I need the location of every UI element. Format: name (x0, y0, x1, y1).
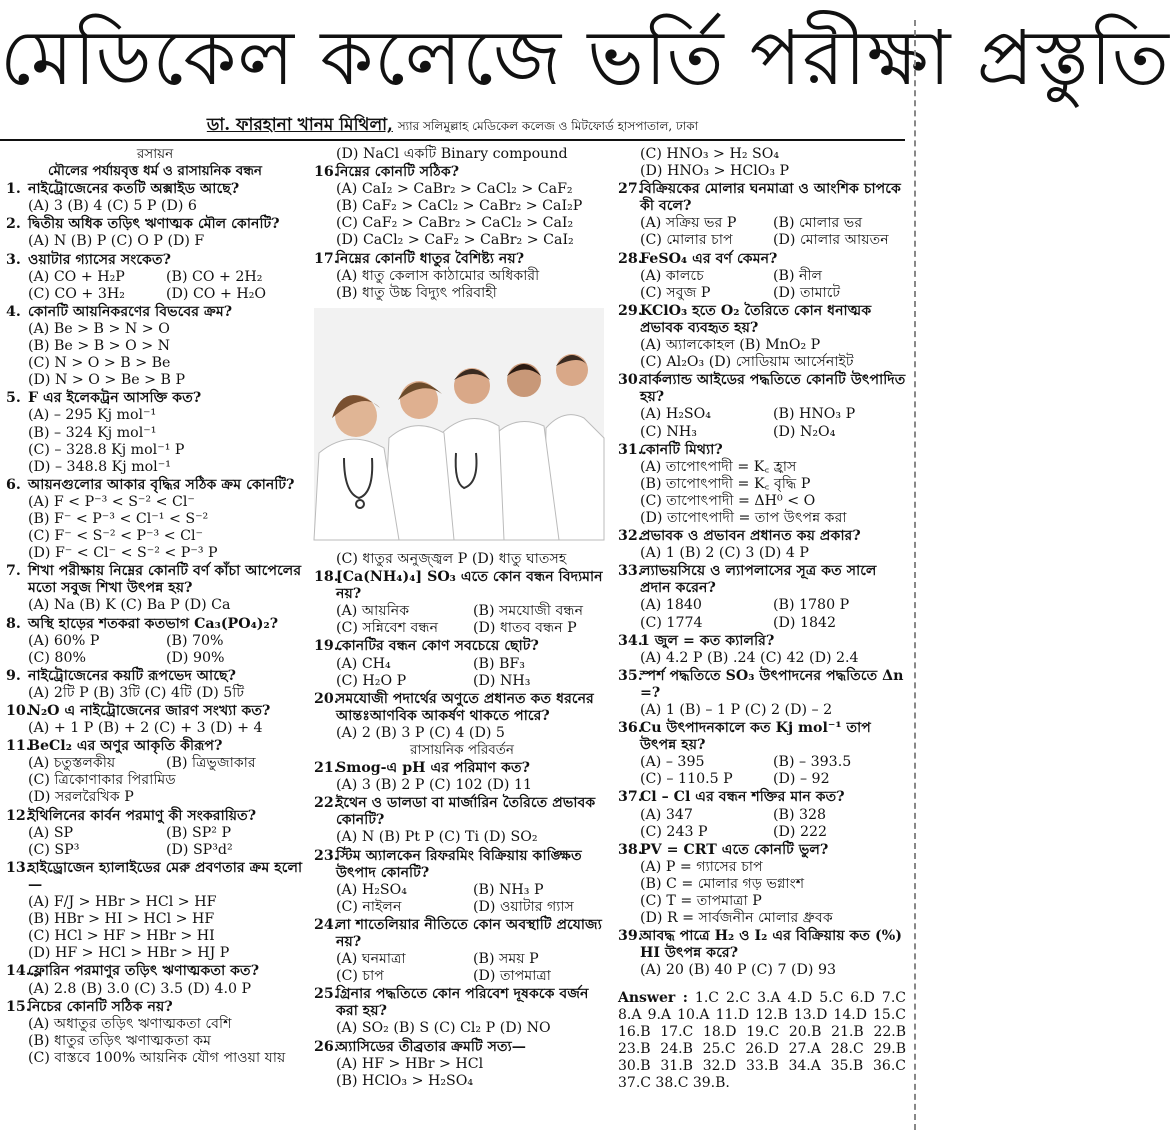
options-row (618, 285, 906, 302)
question-text: বার্কল্যান্ড আইডের পদ্ধতিতে কোনটি উৎপাদিত হয়? (640, 372, 906, 406)
option: (B) HClO₃ > H₂SO₄ (336, 1072, 474, 1089)
option: (D) HNO₃ > HClO₃ P (640, 163, 790, 180)
option: (D) N > O > Be > B P (28, 372, 186, 389)
question-text: FeSO₄ এর বর্ণ কেমন? (640, 250, 778, 267)
option: (B) 70% (166, 632, 224, 649)
option: (B) 328 (773, 806, 827, 823)
question-text: স্পর্শ পদ্ধতিতে SO₃ উৎপাদনের পদ্ধতিতে Δn =? (640, 667, 904, 701)
option: (B) – 393.5 (773, 754, 852, 771)
question-number: 15. (6, 998, 31, 1015)
option: (D) মোলার আয়তন (773, 232, 889, 249)
options: (A) N (B) Pt P (C) Ti (D) SO₂ (336, 829, 538, 846)
question-number: 6. (6, 476, 21, 493)
option: (A) 1840 (640, 597, 702, 614)
options-row (6, 286, 304, 303)
question-text: ইথেন ও ডালডা বা মার্জারিন তৈরিতে প্রভাবক কোনটি? (336, 795, 596, 829)
option: (A) H₂SO₄ (640, 406, 711, 423)
question-text: আয়নগুলোর আকার বৃদ্ধির সঠিক ক্রম কোনটি? (28, 476, 295, 493)
option: (D) F⁻ < Cl⁻ < S⁻² < P⁻³ P (28, 545, 218, 562)
options-row (314, 951, 610, 968)
option: (D) 1842 (773, 614, 837, 631)
question (618, 442, 906, 459)
options-row (6, 842, 304, 859)
options-row (618, 424, 906, 441)
option: (C) মোলার চাপ (640, 232, 733, 249)
option: (C) নাইলন (336, 898, 402, 915)
options-row (618, 754, 906, 771)
options-row (314, 968, 610, 985)
question-text: কোনটি আয়নিকরণের বিভবের ক্রম? (28, 303, 233, 320)
options-row (618, 268, 906, 285)
question (314, 795, 610, 829)
option: (B) – 324 Kj mol⁻¹ (28, 424, 157, 441)
question-number: 34. (618, 632, 643, 649)
options-row (6, 269, 304, 286)
question (618, 633, 906, 650)
question-text: নিম্নের কোনটি সঠিক? (336, 164, 460, 181)
options-row (618, 807, 906, 824)
options-row (6, 650, 304, 667)
option: (D) NH₃ (473, 672, 531, 689)
question (6, 616, 304, 633)
question (6, 860, 304, 894)
section-heading: রসায়ন (136, 146, 174, 162)
option: (D) CaCl₂ > CaF₂ > CaBr₂ > CaI₂ (336, 232, 574, 249)
options: (A) 2 (B) 3 P (C) 4 (D) 5 (336, 724, 505, 741)
option: (D) NaCl একটি Binary compound (336, 146, 568, 162)
question (314, 760, 610, 777)
option: (D) – 92 (773, 771, 830, 788)
question (314, 164, 610, 181)
question-number: 1. (6, 181, 21, 198)
option: (C) T = তাপমাত্রা P (640, 893, 762, 910)
option: (B) ত্রিভুজাকার (166, 755, 256, 772)
options: (A) 3 (B) 4 (C) 5 P (D) 6 (28, 198, 197, 215)
question (6, 738, 304, 755)
option: (A) F/J > HBr > HCl > HF (28, 894, 217, 911)
question-text: আবদ্ধ পাত্রে H₂ ও I₂ এর বিক্রিয়ায় কত (%) HI উৎপন্ন করে? (640, 928, 902, 962)
question-number: 3. (6, 251, 21, 268)
options: (A) N (B) P (C) O P (D) F (28, 233, 205, 250)
option: (D) তাপোৎপাদী = তাপ উৎপন্ন করা (640, 509, 847, 526)
question-number: 24. (314, 916, 339, 933)
question-number: 18. (314, 569, 339, 586)
option: (B) HNO₃ P (773, 406, 856, 423)
question-number: 27. (618, 181, 643, 198)
options: (A) + 1 P (B) + 2 (C) + 3 (D) + 4 (28, 720, 263, 737)
question (314, 917, 610, 951)
option: (A) কালচে (640, 267, 704, 284)
option: (B) মোলার ভর (773, 215, 863, 232)
option: (B) HBr > HI > HCl > HF (28, 911, 215, 928)
column-3 (618, 146, 906, 1146)
question-number: 12. (6, 807, 31, 824)
question-number: 21. (314, 760, 339, 777)
question (618, 303, 906, 337)
question-text: নিম্নের কোনটি ধাতুর বৈশিষ্ট্য নয়? (336, 250, 525, 267)
option: (A) SP (28, 824, 74, 841)
question-number: 10. (6, 703, 31, 719)
question (314, 1039, 610, 1056)
option: (B) F⁻ < P⁻³ < Cl⁻¹ < S⁻² (28, 510, 209, 527)
option: (D) CO + H₂O (166, 285, 267, 302)
question-text: বিক্রিয়কের মোলার ঘনমাত্রা ও আংশিক চাপকে কী বলে? (640, 181, 901, 215)
option: (A) 60% P (28, 632, 100, 649)
option: (D) তাপমাত্রা (473, 968, 551, 985)
option: (B) সময় P (473, 951, 539, 968)
options-row (6, 825, 304, 842)
option: (C) সন্নিবেশ বন্ধন (336, 620, 439, 637)
question (618, 928, 906, 962)
question-number: 28. (618, 250, 643, 267)
question-number: 31. (618, 441, 643, 458)
option: (C) CaF₂ > CaBr₂ > CaCl₂ > CaI₂ (336, 215, 574, 232)
question-number: 30. (618, 372, 643, 389)
options-row (6, 633, 304, 650)
option: (B) ধাতুর তড়িৎ ঋণাত্মকতা কম (28, 1032, 212, 1049)
option: (A) F < P⁻³ < S⁻² < Cl⁻ (28, 493, 195, 510)
option: (D) – 348.8 Kj mol⁻¹ (28, 458, 171, 475)
option: (A) – 395 (640, 754, 705, 771)
options-row (314, 656, 610, 673)
option: (C) ত্রিকোণাকার পিরামিড (28, 772, 176, 789)
option: (A) CH₄ (336, 655, 391, 672)
question-text: ইথিলিনের কার্বন পরমাণু কী সংকরায়িত? (28, 807, 257, 824)
option: (C) বাস্তবে 100% আয়নিক যৌগ পাওয়া যায় (28, 1049, 286, 1066)
page-edge-dashed (914, 20, 916, 1130)
options-row (618, 215, 906, 232)
option: (C) F⁻ < S⁻² < P⁻³ < Cl⁻ (28, 528, 203, 545)
question-number: 7. (6, 563, 21, 580)
option: (C) HCl > HF > HBr > HI (28, 928, 215, 945)
option: (D) সরলরৈখিক P (28, 789, 134, 806)
question-number: 9. (6, 667, 21, 684)
answer-key (618, 990, 906, 1092)
option: (C) CO + 3H₂ (28, 285, 125, 302)
option: (A) – 295 Kj mol⁻¹ (28, 407, 157, 424)
question-text: হাইড্রোজেন হ্যালাইডের মেরু প্রবণতার ক্রম হলো— (28, 859, 303, 893)
question-text: স্টিম অ্যালকেন রিফরমিং বিক্রিয়ায় কাঙ্ক্ষিত উৎপাদ কোনটি? (336, 847, 582, 881)
options: (A) 2.8 (B) 3.0 (C) 3.5 (D) 4.0 P (28, 980, 252, 997)
option: (A) ধাতু কেলাস কাঠামোর অধিকারী (336, 267, 540, 284)
option: (C) Al₂O₃ (D) সোডিয়াম আর্সেনাইট (640, 354, 854, 371)
doctors-photo (314, 308, 604, 540)
option: (C) তাপোৎপাদী = ΔH⁰ < O (640, 492, 816, 509)
question-number: 14. (6, 963, 31, 980)
column-2 (314, 146, 610, 1146)
question-text: PV = CRT এতে কোনটি ভুল? (640, 841, 829, 858)
question (618, 563, 906, 597)
option: (C) NH₃ (640, 423, 697, 440)
options-row (618, 597, 906, 614)
question-text: Cu উৎপাদনকালে কত Kj mol⁻¹ তাপ উৎপন্ন হয়? (640, 720, 871, 754)
question-text: লা শাতেলিয়ার নীতিতে কোন অবস্থাটি প্রযোজ্য নয়? (336, 916, 602, 950)
option: (D) HF > HCl > HBr > HJ P (28, 945, 230, 962)
question-text: F এর ইলেকট্রন আসক্তি কত? (28, 390, 202, 407)
question-number: 2. (6, 216, 21, 233)
question-number: 39. (618, 928, 643, 945)
option: (A) অ্যালকোহল (B) MnO₂ P (640, 337, 821, 354)
option: (B) নীল (773, 267, 823, 284)
options-row (618, 771, 906, 788)
option: (A) অধাতুর তড়িৎ ঋণাত্মকতা বেশি (28, 1015, 232, 1032)
options: (A) 4.2 P (B) .24 (C) 42 (D) 2.4 (640, 649, 859, 666)
option: (C) – 110.5 P (640, 771, 733, 788)
question-number: 4. (6, 303, 21, 320)
option: (A) সক্রিয় ভর P (640, 215, 737, 232)
question-number: 32. (618, 528, 643, 545)
question (6, 216, 304, 233)
option: (C) N > O > B > Be (28, 355, 171, 372)
option: (D) R = সার্বজনীন মোলার ধ্রুবক (640, 910, 833, 927)
question-number: 29. (618, 302, 643, 319)
question-number: 5. (6, 390, 21, 407)
header-rule (0, 139, 905, 141)
question-text: ল্যাভয়সিয়ে ও ল্যাপলাসের সূত্র কত সালে প্রদান করেন? (640, 563, 877, 597)
option: (C) চাপ (336, 968, 384, 985)
option: (D) 222 (773, 823, 828, 840)
option: (D) SP³d² (166, 841, 233, 858)
option: (A) তাপোৎপাদী = K꜀ হ্রাস (640, 458, 797, 475)
option: (C) H₂O P (336, 672, 407, 689)
option: (B) তাপোৎপাদী = K꜀ বৃদ্ধি P (640, 475, 811, 492)
option: (A) Be > B > N > O (28, 320, 170, 337)
option: (C) 243 P (640, 823, 708, 840)
question (314, 986, 610, 1020)
question (6, 477, 304, 494)
option: (A) চতুস্তলকীয় (28, 755, 116, 772)
options-row (314, 899, 610, 916)
question-text: সমযোজী পদার্থের অণুতে প্রধানত কত ধরনের আন্তঃআণবিক আকর্ষণ থাকতে পারে? (336, 690, 594, 724)
option: (A) CaI₂ > CaBr₂ > CaCl₂ > CaF₂ (336, 181, 573, 198)
byline (0, 112, 905, 140)
question-text: 1 জুল = কত ক্যালরি? (640, 632, 775, 649)
options-row (314, 673, 610, 690)
question (618, 789, 906, 806)
question-number: 11. (6, 738, 31, 755)
question-text: শিখা পরীক্ষায় নিম্নের কোনটি বর্ণ কাঁচা আপেলের মতো সবুজ শিখা উৎপন্ন হয়? (28, 563, 302, 597)
subsection-heading: মৌলের পর্যায়বৃত্ত ধর্ম ও রাসায়নিক বন্ধন (48, 163, 262, 180)
options: (A) 3 (B) 2 P (C) 102 (D) 11 (336, 777, 532, 794)
option: (C) 1774 (640, 614, 703, 631)
option: (B) CO + 2H₂ (166, 268, 263, 285)
question-number: 13. (6, 859, 31, 876)
question-text: Cl – Cl এর বন্ধন শক্তির মান কত? (640, 789, 845, 806)
option: (A) 347 (640, 806, 693, 823)
options-row (618, 824, 906, 841)
page-title: মেডিকেল কলেজে ভর্তি পরীক্ষা প্রস্তুতি (0, 13, 1170, 102)
question (6, 252, 304, 269)
option: (B) CaF₂ > CaCl₂ > CaBr₂ > CaI₂P (336, 198, 583, 215)
question-text: N₂O এ নাইট্রোজেনের জারণ সংখ্যা কত? (28, 703, 271, 719)
question-text: অস্থি হাড়ের শতকরা কতভাগ Ca₃(PO₄)₂? (28, 615, 279, 632)
options: (A) 1 (B) 2 (C) 3 (D) 4 P (640, 545, 809, 562)
question-number: 17. (314, 250, 339, 267)
question-text: ওয়াটার গ্যাসের সংকেত? (28, 251, 171, 268)
option: (C) SP³ (28, 841, 80, 858)
question (618, 251, 906, 268)
option: (B) BF₃ (473, 655, 525, 672)
question-number: 22. (314, 795, 339, 812)
options: (A) SO₂ (B) S (C) Cl₂ P (D) NO (336, 1020, 551, 1037)
options-row (6, 755, 304, 772)
option: (C) সবুজ P (640, 284, 711, 301)
question (618, 842, 906, 859)
question-text: BeCl₂ এর অণুর আকৃতি কীরূপ? (28, 738, 223, 755)
option: (D) 90% (166, 649, 225, 666)
question-number: 35. (618, 667, 643, 684)
question-text: কোনটি মিথ্যা? (640, 441, 723, 458)
question-number: 26. (314, 1038, 339, 1055)
option: (A) আয়নিক (336, 603, 410, 620)
question (6, 668, 304, 685)
question (314, 569, 610, 603)
question (6, 181, 304, 198)
question-number: 25. (314, 986, 339, 1003)
question-number: 19. (314, 638, 339, 655)
options-row (618, 232, 906, 249)
options: (A) 20 (B) 40 P (C) 7 (D) 93 (640, 962, 836, 979)
option: (D) ধাতব বন্ধন P (473, 620, 577, 637)
question-text: গ্রিনার পদ্ধতিতে কোন পরিবেশ দূষককে বর্জন করা হয়? (336, 986, 589, 1020)
question (6, 563, 304, 597)
author-affiliation: স্যার সলিমুল্লাহ মেডিকেল কলেজ ও মিটফোর্ড হাসপাতাল, ঢাকা (397, 119, 699, 133)
option: (C) HNO₃ > H₂ SO₄ (640, 146, 780, 162)
question (6, 999, 304, 1016)
question (618, 668, 906, 702)
options-row (314, 882, 610, 899)
question-text: [Ca(NH₄)₄] SO₃ এতে কোন বন্ধন বিদ্যমান নয়? (336, 569, 603, 603)
question (618, 720, 906, 754)
question (314, 691, 610, 725)
question-number: 33. (618, 563, 643, 580)
answer-text: 1.C 2.C 3.A 4.D 5.C 6.D 7.C 8.A 9.A 10.A 11.D 12.B 13.D 14.D 15.C 16.B 17.C 18.D 19.C 20.B 21.B 22.B 23.B 24.B 25.C 26.D 27.A 28.C 29.B 30.B 31.B 32.D 33.B 34.A 35.B 36.C 37.C 38.C 39.B. (618, 989, 906, 1091)
option: (C) ধাতুর অনুজ্জ্বল P (D) ধাতু ঘাতসহ (336, 550, 567, 567)
question (314, 638, 610, 655)
option: (A) P = গ্যাসের চাপ (640, 858, 763, 875)
question (618, 181, 906, 215)
question-number: 37. (618, 789, 643, 806)
question-text: কোনটির বন্ধন কোণ সবচেয়ে ছোট? (336, 638, 539, 655)
question-text: প্রভাবক ও প্রভাবন প্রধানত কয় প্রকার? (640, 528, 861, 545)
question-number: 36. (618, 720, 643, 737)
question (618, 528, 906, 545)
option: (B) সমযোজী বন্ধন (473, 603, 584, 620)
question-number: 23. (314, 847, 339, 864)
question-text: Smog-এ pH এর পরিমাণ কত? (336, 760, 530, 777)
question (6, 703, 304, 720)
question-text: অ্যাসিডের তীব্রতার ক্রমটি সত্য— (336, 1038, 526, 1055)
question-text: ফ্লোরিন পরমাণুর তড়িৎ ঋণাত্মকতা কত? (28, 963, 260, 980)
question-number: 16. (314, 164, 339, 181)
option: (A) HF > HBr > HCl (336, 1055, 484, 1072)
column-1 (6, 146, 304, 1146)
option: (D) ওয়াটার গ্যাস (473, 898, 574, 915)
options-row (314, 603, 610, 620)
options-row (314, 620, 610, 637)
question (618, 372, 906, 406)
option: (B) Be > B > O > N (28, 338, 171, 355)
question-text: নাইট্রোজেনের কয়টি রূপভেদ আছে? (28, 667, 236, 684)
question (314, 251, 610, 268)
option: (C) – 328.8 Kj mol⁻¹ P (28, 441, 185, 458)
question-text: নিচের কোনটি সঠিক নয়? (28, 998, 173, 1015)
question-number: 8. (6, 615, 21, 632)
option: (A) H₂SO₄ (336, 881, 407, 898)
author-name: ডা. ফারহানা খানম মিথিলা, (206, 115, 393, 135)
answer-label: Answer : (618, 989, 688, 1006)
question (6, 808, 304, 825)
option: (C) 80% (28, 649, 86, 666)
question (6, 963, 304, 980)
option: (A) CO + H₂P (28, 268, 125, 285)
question-number: 38. (618, 841, 643, 858)
question-number: 20. (314, 690, 339, 707)
options: (A) 1 (B) – 1 P (C) 2 (D) – 2 (640, 702, 833, 718)
question-text: KClO₃ হতে O₂ তৈরিতে কোন ধনাত্মক প্রভাবক ব্যবহৃত হয়? (640, 302, 872, 336)
question (6, 390, 304, 407)
options-row (618, 615, 906, 632)
option: (B) ধাতু উচ্চ বিদ্যুৎ পরিবাহী (336, 284, 497, 301)
option: (D) তামাটে (773, 284, 841, 301)
option: (A) ঘনমাত্রা (336, 951, 406, 968)
question (314, 848, 610, 882)
options: (A) Na (B) K (C) Ba P (D) Ca (28, 597, 231, 614)
option: (B) 1780 P (773, 597, 850, 614)
question (6, 304, 304, 321)
options-row (618, 406, 906, 423)
option: (D) N₂O₄ (773, 423, 836, 440)
options: (A) 2টি P (B) 3টি (C) 4টি (D) 5টি (28, 684, 245, 701)
section-heading: রাসায়নিক পরিবর্তন (410, 741, 514, 758)
option: (B) SP² P (166, 824, 232, 841)
question-text: দ্বিতীয় অধিক তড়িৎ ঋণাত্মক মৌল কোনটি? (28, 216, 280, 233)
question-text: নাইট্রোজেনের কতটি অক্সাইড আছে? (28, 181, 240, 198)
option: (B) NH₃ P (473, 881, 544, 898)
option: (B) C = মোলার গড় ভগ্নাংশ (640, 875, 805, 892)
